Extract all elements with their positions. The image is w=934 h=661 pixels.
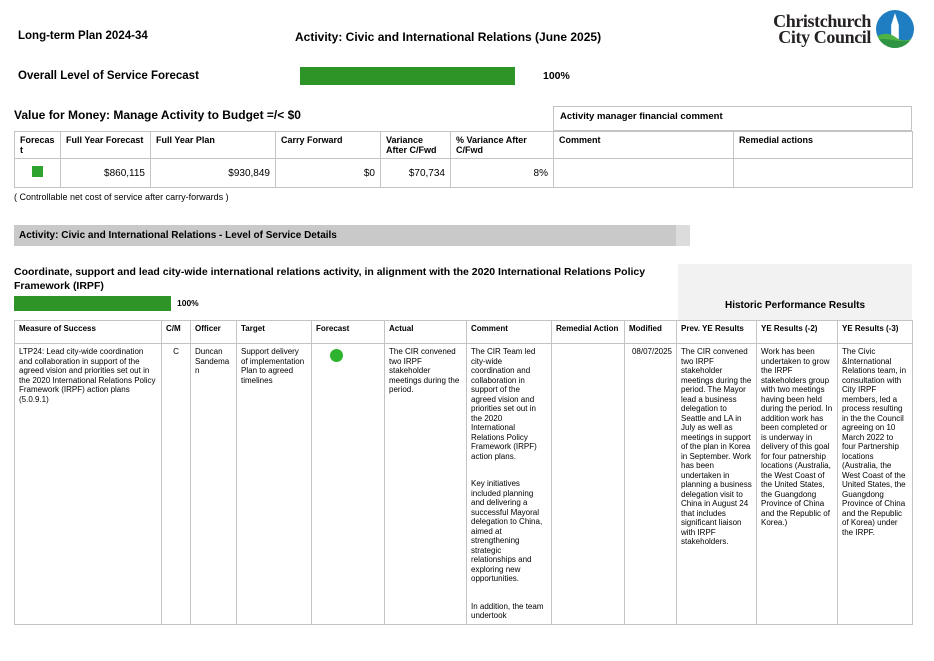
col-measure-of-success: Measure of Success bbox=[15, 321, 162, 344]
activity-manager-comment-header: Activity manager financial comment bbox=[553, 106, 912, 131]
remedial-actions-value bbox=[734, 159, 913, 188]
green-square-status-icon bbox=[32, 166, 43, 177]
col-ye-results-minus2: YE Results (-2) bbox=[757, 321, 838, 344]
actual-value: The CIR convened two IRPF stakeholder meetings during the period. bbox=[385, 344, 467, 625]
vfm-data-row bbox=[15, 159, 913, 188]
los-header-row bbox=[15, 321, 913, 344]
los-data-row bbox=[15, 344, 913, 625]
pct-variance-after-cfwd-value: 8% bbox=[451, 159, 554, 188]
los-section-banner: Activity: Civic and International Relations - Level of Service Details bbox=[14, 225, 676, 246]
council-logo bbox=[773, 10, 914, 48]
los-progress-percent: 100% bbox=[177, 298, 199, 308]
historic-performance-panel bbox=[678, 264, 912, 321]
col-modified: Modified bbox=[625, 321, 677, 344]
overall-forecast-percent: 100% bbox=[543, 70, 570, 82]
col-comment: Comment bbox=[554, 132, 734, 159]
officer-value: Duncan Sandeman bbox=[191, 344, 237, 625]
page-title: Activity: Civic and International Relations (June 2025) bbox=[295, 30, 602, 44]
col-remedial-actions: Remedial actions bbox=[734, 132, 913, 159]
comment-value bbox=[467, 344, 552, 625]
ye-results-minus3-value: The Civic &International Relations team, in consultation with City IRPF members, led a process resulting in the the Council agreeing on 10 March 2022 to four Partnership locations (Australia, the West Coast of the United States, the Guangdong Province of China and the Republic of Korea) under the IRPF. bbox=[838, 344, 913, 625]
remedial-action-value bbox=[552, 344, 625, 625]
col-full-year-plan: Full Year Plan bbox=[151, 132, 276, 159]
cm-value: C bbox=[162, 344, 191, 625]
prev-ye-results-value: The CIR convened two IRPF stakeholder meetings during the period. The Mayor lead a business delegation to Seattle and LA in July as well as meetings in support of the plan in Korea in September. Work has been undertaken in planning a business delegation visit to China in August 24 that includes significant liaison with IRPF stakeholders. bbox=[677, 344, 757, 625]
comment-paragraph-3: In addition, the team undertook bbox=[471, 601, 544, 620]
carry-forward-value: $0 bbox=[276, 159, 381, 188]
value-for-money-title: Value for Money: Manage Activity to Budget =/< $0 bbox=[14, 108, 301, 122]
plan-title: Long-term Plan 2024-34 bbox=[18, 30, 148, 42]
modified-value: 08/07/2025 bbox=[625, 344, 677, 625]
target-value: Support delivery of implementation Plan to agreed timelines bbox=[237, 344, 312, 625]
col-variance-after-cfwd: Variance After C/Fwd bbox=[381, 132, 451, 159]
green-dot-status-icon bbox=[330, 349, 343, 362]
controllable-cost-footnote: ( Controllable net cost of service after carry-forwards ) bbox=[14, 192, 229, 202]
vfm-header-row bbox=[15, 132, 913, 159]
col-full-year-forecast: Full Year Forecast bbox=[61, 132, 151, 159]
los-progress-bar bbox=[14, 296, 171, 311]
full-year-plan-value: $930,849 bbox=[151, 159, 276, 188]
col-prev-ye-results: Prev. YE Results bbox=[677, 321, 757, 344]
comment-value bbox=[554, 159, 734, 188]
forecast-status-cell bbox=[15, 159, 61, 188]
col-target: Target bbox=[237, 321, 312, 344]
col-comment: Comment bbox=[467, 321, 552, 344]
value-for-money-table bbox=[14, 131, 913, 188]
col-pct-variance-after-cfwd: % Variance After C/Fwd bbox=[451, 132, 554, 159]
logo-line1: Christchurch bbox=[773, 11, 871, 31]
col-officer: Officer bbox=[191, 321, 237, 344]
los-details-table bbox=[14, 320, 913, 625]
col-forecast: Forecast bbox=[15, 132, 61, 159]
col-carry-forward: Carry Forward bbox=[276, 132, 381, 159]
col-ye-results-minus3: YE Results (-3) bbox=[838, 321, 913, 344]
col-forecast: Forecast bbox=[312, 321, 385, 344]
variance-after-cfwd-value: $70,734 bbox=[381, 159, 451, 188]
col-actual: Actual bbox=[385, 321, 467, 344]
forecast-status-cell bbox=[312, 344, 385, 625]
col-remedial-action: Remedial Action bbox=[552, 321, 625, 344]
los-description: Coordinate, support and lead city-wide international relations activity, in alignment with the 2020 International Relations Policy Framework (IRPF) bbox=[14, 266, 646, 292]
logo-line2: City Council bbox=[778, 27, 871, 47]
historic-performance-header: Historic Performance Results bbox=[724, 300, 866, 311]
cathedral-circle-icon bbox=[876, 10, 914, 48]
overall-forecast-progress-bar bbox=[300, 67, 515, 85]
los-section-banner-tail bbox=[676, 225, 690, 246]
full-year-forecast-value: $860,115 bbox=[61, 159, 151, 188]
measure-of-success-value: LTP24: Lead city-wide coordination and collaboration in support of the agreed vision and priorities set out in the 2020 International Relations Policy Framework (IRPF) action plans (5.0.9.1) bbox=[15, 344, 162, 625]
overall-forecast-label: Overall Level of Service Forecast bbox=[18, 70, 199, 82]
comment-paragraph-1: The CIR Team led city-wide coordination and collaboration in support of the agreed vision and priorities set out in the 2020 International Relations Policy Framework (IRPF) action plans. bbox=[471, 347, 537, 461]
council-logo-wordmark bbox=[773, 13, 871, 45]
ye-results-minus2-value: Work has been undertaken to grow the IRPF stakeholders group with two meetings having been held during the period. In addition work has been completed or is underway in delivery of this goal for four patnership locations (Australia, the West Coast of the United States, the Guangdong Province of China and the Republic of Korea.) bbox=[757, 344, 838, 625]
col-cm: C/M bbox=[162, 321, 191, 344]
comment-paragraph-2: Key initiatives included planning and delivering a successful Mayoral delegation to China, aimed at strengthening strategic relationships and exploring new opportunities. bbox=[471, 479, 543, 583]
